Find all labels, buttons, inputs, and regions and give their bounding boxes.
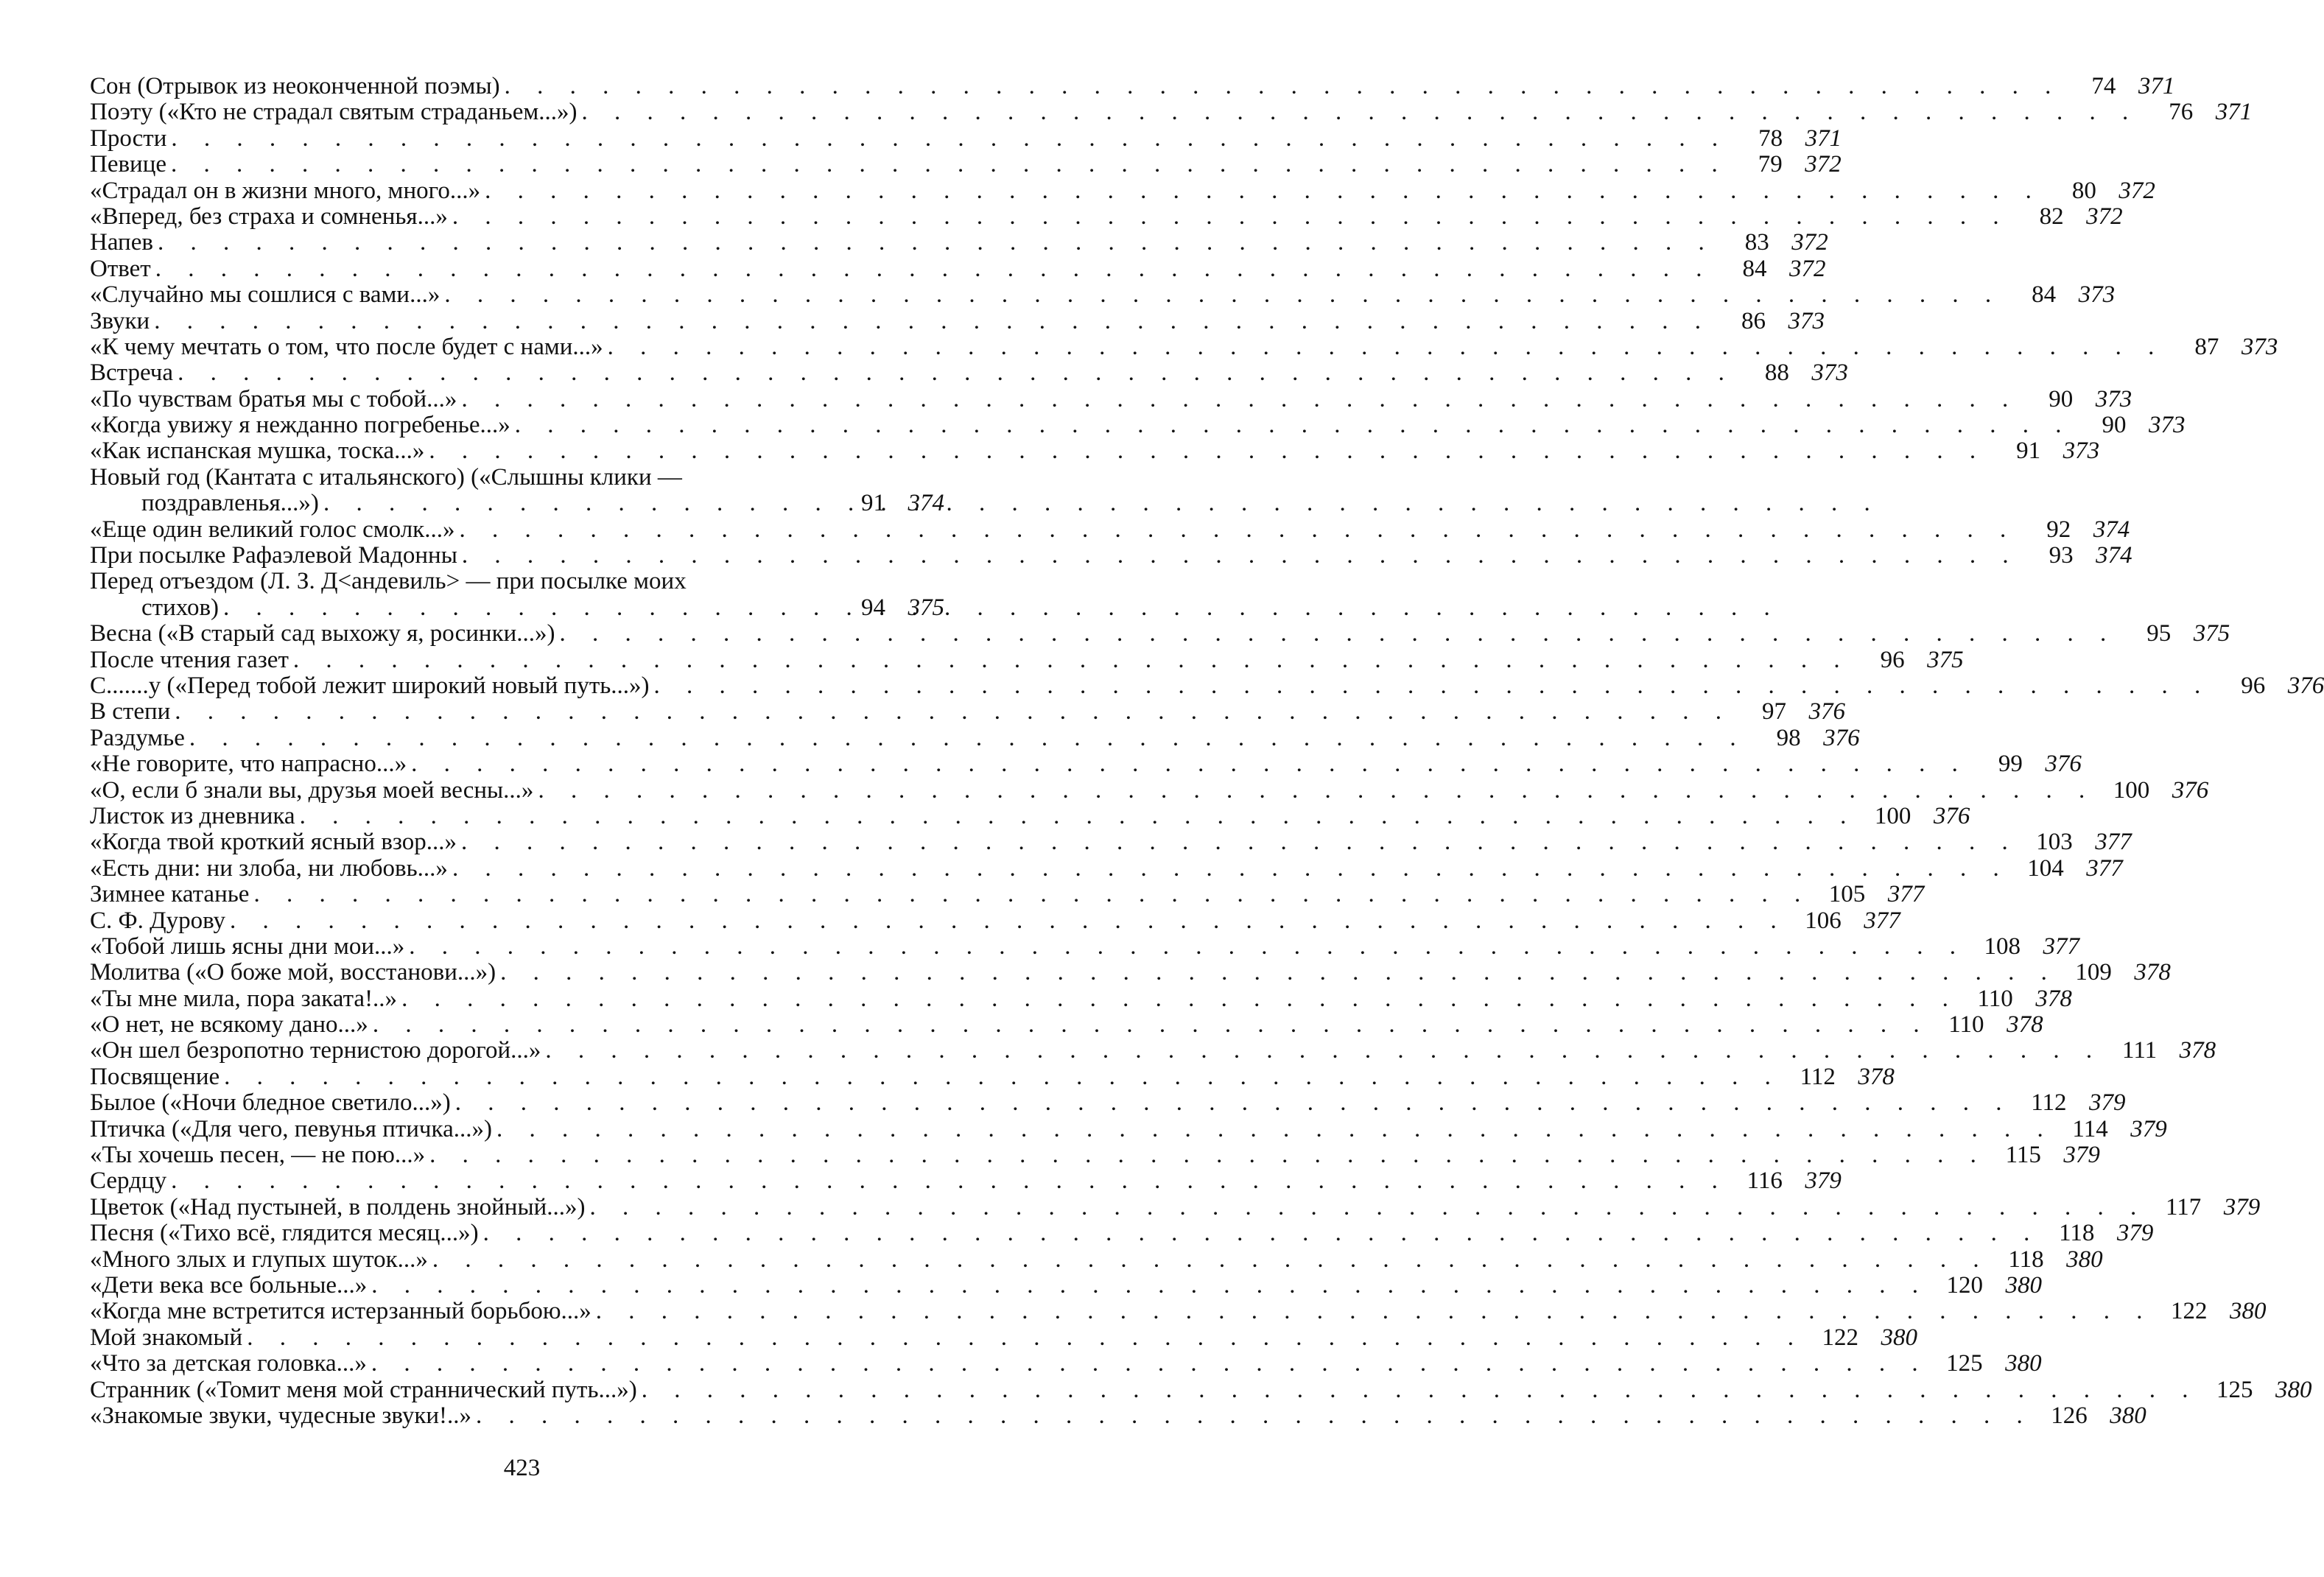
entry-page: 97 — [1762, 698, 1787, 726]
entry-page: 79 — [1758, 151, 1783, 178]
dot-leader — [166, 152, 1728, 178]
entry-page: 88 — [1764, 359, 1789, 387]
commentary-page: 376 — [1808, 698, 1846, 726]
entry-title: «По чувствам братья мы с тобой...» — [90, 385, 457, 412]
entry-page: 82 — [2039, 203, 2064, 230]
dot-leader — [220, 1064, 1781, 1090]
entry-title: В степи — [90, 698, 171, 726]
entry-page: 115 — [2005, 1142, 2041, 1169]
dot-leader — [541, 1038, 2102, 1064]
toc-entry — [90, 1402, 2146, 1429]
entry-title: Перед отъездом (Л. З. Д<андевиль> — при посылке моих — [90, 568, 687, 595]
toc-entry — [90, 1037, 2216, 1064]
entry-page: 91 — [2016, 438, 2041, 465]
entry-page: 104 — [2027, 854, 2064, 882]
entry-title: Прости — [90, 124, 167, 152]
dot-leader — [295, 804, 1857, 829]
commentary-page: 379 — [2116, 1220, 2154, 1247]
toc-entry — [90, 1376, 2312, 1403]
table-of-contents — [90, 73, 2324, 1429]
dot-leader — [637, 1377, 2199, 1403]
entry-page: 126 — [2051, 1402, 2088, 1429]
commentary-page: 375 — [1927, 646, 1964, 673]
toc-entry — [90, 412, 2186, 439]
entry-page: 86 — [1741, 307, 1766, 334]
toc-entry — [90, 1350, 2042, 1377]
entry-page: 96 — [1880, 646, 1905, 673]
commentary-page: 372 — [1805, 151, 1842, 178]
entry-page: 84 — [2032, 281, 2057, 309]
entry-title: «Что за детская головка...» — [90, 1350, 367, 1377]
commentary-page: 373 — [2241, 333, 2278, 360]
toc-entry — [90, 959, 2171, 986]
toc-entry — [90, 620, 2230, 647]
entry-title: «Есть дни: ни злоба, ни любовь...» — [90, 854, 448, 882]
entry-title: При посылке Рафаэлевой Мадонны — [90, 542, 457, 569]
entry-page: 98 — [1776, 724, 1801, 751]
commentary-page: 380 — [2275, 1376, 2312, 1403]
entry-page: 109 — [2075, 959, 2112, 986]
page-number: 423 — [503, 1455, 541, 1481]
commentary-page: 380 — [2066, 1246, 2103, 1273]
entry-title: С.......у («Перед тобой лежит широкий новый путь...») — [90, 672, 650, 700]
dot-leader — [448, 204, 2009, 230]
entry-title: «Еще один великий голос смолк...» — [90, 516, 455, 543]
entry-title: «Когда мне встретится истерзанный борьбою...» — [90, 1298, 591, 1325]
commentary-page: 376 — [2045, 751, 2082, 778]
entry-page: 83 — [1744, 229, 1769, 256]
commentary-page: 376 — [2287, 672, 2324, 700]
dot-leader — [151, 256, 1713, 282]
commentary-page: 376 — [2172, 776, 2209, 804]
entry-page: 110 — [1948, 1011, 1984, 1039]
dot-leader — [496, 960, 2057, 986]
dot-leader — [319, 491, 1881, 516]
commentary-page: 379 — [2088, 1089, 2126, 1117]
entry-title: «Тобой лишь ясны дни мои...» — [90, 932, 405, 960]
dot-leader — [170, 699, 1732, 725]
entry-title: «Страдал он в жизни много, много...» — [90, 177, 481, 204]
entry-page: 105 — [1828, 881, 1866, 908]
entry-title: «Дети века все больные...» — [90, 1272, 368, 1299]
entry-page: 84 — [1742, 255, 1767, 282]
commentary-page: 380 — [2005, 1350, 2042, 1377]
entry-title: Поэту («Кто не страдал святым страданьем...») — [90, 99, 578, 126]
commentary-page: 374 — [2096, 542, 2132, 569]
entry-title: Сердцу — [90, 1167, 167, 1195]
commentary-page: 372 — [1788, 255, 1826, 282]
commentary-page: 375 — [908, 594, 944, 621]
entry-page: 120 — [1946, 1272, 1984, 1299]
dot-leader — [454, 517, 2016, 543]
entry-title-continuation: стихов) — [141, 594, 220, 621]
dot-leader — [397, 986, 1959, 1012]
dot-leader — [289, 647, 1850, 673]
commentary-page: 373 — [2078, 281, 2116, 309]
commentary-page: 372 — [2086, 203, 2123, 230]
entry-page: 99 — [1998, 751, 2023, 778]
entry-page: 87 — [2194, 333, 2219, 360]
toc-entry — [90, 151, 1842, 178]
dot-leader — [533, 778, 2095, 804]
commentary-page: 380 — [2230, 1298, 2267, 1325]
entry-title: Зимнее катанье — [90, 881, 250, 908]
entry-title: С. Ф. Дурову — [90, 907, 226, 934]
dot-leader — [367, 1273, 1928, 1299]
entry-page: 96 — [2241, 672, 2266, 700]
dot-leader — [479, 1220, 2040, 1246]
dot-leader — [480, 178, 2042, 204]
entry-title: «Много злых и глупых шуток...» — [90, 1246, 428, 1273]
entry-title: Певице — [90, 151, 167, 178]
toc-entry — [90, 359, 1848, 387]
entry-title: Мой знакомый — [90, 1324, 243, 1351]
entry-page: 125 — [2216, 1376, 2253, 1403]
dot-leader — [500, 74, 2062, 99]
toc-entry — [90, 1272, 2043, 1299]
entry-page: 76 — [2169, 99, 2194, 126]
commentary-page: 379 — [2063, 1142, 2100, 1169]
commentary-page: 375 — [2193, 620, 2230, 647]
entry-page: 74 — [2091, 73, 2116, 99]
commentary-page: 380 — [2005, 1272, 2043, 1299]
entry-page: 118 — [2008, 1246, 2044, 1273]
entry-title: Весна («В старый сад выхожу я, росинки...») — [90, 620, 555, 647]
entry-title: Встреча — [90, 359, 174, 387]
commentary-page: 374 — [2093, 516, 2130, 543]
entry-page: 92 — [2046, 516, 2071, 543]
toc-entry — [90, 1246, 2103, 1273]
entry-page: 125 — [1946, 1350, 1983, 1377]
dot-leader — [577, 99, 2138, 125]
entry-title: Раздумье — [90, 724, 185, 751]
toc-entry — [90, 1167, 1842, 1195]
entry-title: Ответ — [90, 255, 151, 282]
entry-title: «Вперед, без страха и сомненья...» — [90, 203, 448, 230]
commentary-page: 378 — [2035, 985, 2072, 1012]
toc-entry — [90, 281, 2116, 309]
dot-leader — [242, 1325, 1804, 1351]
entry-title: «Не говорите, что напрасно...» — [90, 751, 407, 778]
entry-page: 78 — [1758, 124, 1783, 152]
dot-leader — [492, 1117, 2054, 1142]
dot-leader — [225, 908, 1787, 934]
toc-entry — [90, 124, 1842, 152]
dot-leader — [650, 673, 2211, 699]
entry-page: 110 — [1977, 985, 2013, 1012]
toc-entry — [90, 569, 944, 621]
toc-entry — [90, 802, 1970, 829]
dot-leader — [591, 1299, 2153, 1324]
commentary-page: 377 — [1887, 881, 1925, 908]
commentary-page: 379 — [2130, 1115, 2167, 1142]
dot-leader — [586, 1195, 2147, 1220]
entry-title: Напев — [90, 229, 153, 256]
toc-entry — [90, 646, 1964, 673]
dot-leader — [249, 882, 1811, 907]
dot-leader — [510, 412, 2072, 438]
dot-leader — [555, 621, 2117, 647]
dot-leader — [457, 543, 2019, 569]
entry-title: «Знакомые звуки, чудесные звуки!..» — [90, 1402, 472, 1429]
toc-entry — [90, 1011, 2043, 1039]
entry-title-continuation: поздравленья...») — [141, 490, 319, 517]
toc-entry — [90, 1220, 2154, 1247]
commentary-page: 373 — [2095, 385, 2132, 412]
entry-title: Листок из дневника — [90, 802, 295, 829]
toc-entry — [90, 333, 2278, 360]
dot-leader — [153, 230, 1715, 256]
toc-entry — [90, 932, 2080, 960]
commentary-page: 378 — [1858, 1063, 1895, 1090]
entry-page: 116 — [1746, 1167, 1783, 1195]
toc-entry — [90, 881, 1925, 908]
commentary-page: 378 — [2134, 959, 2171, 986]
dot-leader — [367, 1351, 1928, 1377]
entry-page: 100 — [1874, 802, 1911, 829]
toc-entry — [90, 1298, 2267, 1325]
entry-title: Странник («Томит меня мой страннический путь...») — [90, 1376, 637, 1403]
entry-title: «Ты хочешь песен, — не пою...» — [90, 1142, 426, 1169]
entry-title: Цветок («Над пустыней, в полдень знойный...») — [90, 1193, 586, 1220]
entry-title: «Когда твой кроткий ясный взор...» — [90, 829, 457, 856]
entry-title: Былое («Ночи бледное светило...») — [90, 1089, 451, 1117]
commentary-page: 379 — [1805, 1167, 1842, 1195]
dot-leader — [428, 1247, 1990, 1273]
toc-entry — [90, 516, 2130, 543]
commentary-page: 374 — [908, 490, 944, 517]
entry-page: 108 — [1984, 932, 2021, 960]
toc-entry — [90, 255, 1826, 282]
toc-entry — [90, 829, 2132, 856]
dot-leader — [173, 360, 1735, 386]
commentary-page: 378 — [2007, 1011, 2043, 1039]
commentary-page: 372 — [1791, 229, 1828, 256]
entry-page: 94 — [861, 594, 885, 621]
entry-page: 90 — [2049, 385, 2074, 412]
entry-page: 114 — [2072, 1115, 2108, 1142]
dot-leader — [440, 282, 2001, 308]
entry-page: 111 — [2122, 1037, 2158, 1064]
toc-entry — [90, 751, 2082, 778]
commentary-page: 373 — [2148, 412, 2186, 439]
entry-page: 95 — [2146, 620, 2172, 647]
dot-leader — [457, 387, 2018, 412]
toc-entry — [90, 776, 2209, 804]
toc-entry — [90, 907, 1900, 934]
dot-leader — [404, 934, 1966, 960]
toc-entry — [90, 177, 2155, 204]
toc-entry — [90, 672, 2324, 700]
toc-entry — [90, 385, 2132, 412]
dot-leader — [448, 856, 2009, 882]
commentary-page: 373 — [1811, 359, 1848, 387]
commentary-page: 377 — [2086, 854, 2123, 882]
dot-leader — [166, 1168, 1728, 1194]
dot-leader — [424, 438, 1986, 464]
toc-entry — [90, 1089, 2126, 1117]
dot-leader — [185, 726, 1746, 751]
dot-leader — [451, 1090, 2012, 1116]
toc-entry — [90, 99, 2253, 126]
entry-title: Песня («Тихо всё, глядится месяц...») — [90, 1220, 479, 1247]
toc-entry — [90, 465, 944, 517]
commentary-page: 377 — [1864, 907, 1900, 934]
entry-title: «Случайно мы сошлися с вами...» — [90, 281, 440, 309]
commentary-page: 372 — [2118, 177, 2155, 204]
toc-entry — [90, 698, 1846, 726]
entry-title: «Как испанская мушка, тоска...» — [90, 438, 425, 465]
entry-page: 91 — [861, 490, 885, 517]
dot-leader — [407, 751, 1968, 777]
entry-title: После чтения газет — [90, 646, 289, 673]
commentary-page: 376 — [1823, 724, 1860, 751]
toc-entry — [90, 307, 1825, 334]
commentary-page: 379 — [2223, 1193, 2261, 1220]
dot-leader — [457, 829, 2018, 855]
dot-leader — [219, 595, 1780, 621]
commentary-page: 371 — [2138, 73, 2175, 99]
commentary-page: 377 — [2095, 829, 2132, 856]
entry-title: «Когда увижу я нежданно погребенье...» — [90, 412, 510, 439]
toc-entry — [90, 203, 2123, 230]
entry-page: 112 — [2031, 1089, 2067, 1117]
commentary-page: 380 — [2110, 1402, 2146, 1429]
toc-entry — [90, 985, 2072, 1012]
toc-entry — [90, 1063, 1895, 1090]
entry-page: 106 — [1805, 907, 1842, 934]
entry-page: 80 — [2071, 177, 2096, 204]
entry-page: 122 — [2171, 1298, 2208, 1325]
entry-page: 117 — [2166, 1193, 2202, 1220]
commentary-page: 373 — [1788, 307, 1825, 334]
dot-leader — [150, 309, 1711, 334]
toc-entry — [90, 1193, 2261, 1220]
commentary-page: 377 — [2043, 932, 2080, 960]
entry-page: 103 — [2036, 829, 2073, 856]
entry-title: «О нет, не всякому дано...» — [90, 1011, 368, 1039]
dot-leader — [603, 334, 2165, 360]
entry-title: Молитва («О боже мой, восстанови...») — [90, 959, 496, 986]
entry-title: Сон (Отрывок из неоконченной поэмы) — [90, 73, 500, 99]
dot-leader — [471, 1403, 2033, 1429]
entry-title: «Он шел безропотно тернистою дорогой...» — [90, 1037, 541, 1064]
entry-title: «Ты мне мила, пора заката!..» — [90, 985, 398, 1012]
entry-title: Новый год (Кантата с итальянского) («Слышны клики — — [90, 463, 682, 491]
toc-entry — [90, 724, 1860, 751]
entry-title: «О, если б знали вы, друзья моей весны...» — [90, 776, 534, 804]
commentary-page: 376 — [1933, 802, 1970, 829]
commentary-page: 378 — [2179, 1037, 2216, 1064]
toc-entry — [90, 229, 1828, 256]
entry-page: 118 — [2059, 1220, 2095, 1247]
entry-page: 90 — [2102, 412, 2127, 439]
toc-entry — [90, 1324, 1917, 1351]
toc-entry — [90, 438, 2100, 465]
toc-entry — [90, 1115, 2167, 1142]
entry-page: 122 — [1822, 1324, 1858, 1351]
toc-entry — [90, 73, 2175, 99]
commentary-page: 371 — [2215, 99, 2253, 126]
toc-entry — [90, 854, 2123, 882]
entry-page: 100 — [2113, 776, 2150, 804]
entry-page: 112 — [1800, 1063, 1836, 1090]
entry-page: 93 — [2049, 542, 2074, 569]
entry-title: Птичка («Для чего, певунья птичка...») — [90, 1115, 492, 1142]
commentary-page: 371 — [1805, 124, 1842, 152]
dot-leader — [368, 1012, 1930, 1038]
entry-title: «К чему мечтать о том, что после будет с нами...» — [90, 333, 603, 360]
dot-leader — [425, 1142, 1987, 1168]
toc-entry — [90, 542, 2132, 569]
commentary-page: 380 — [1881, 1324, 1917, 1351]
entry-title: Звуки — [90, 307, 150, 334]
commentary-page: 373 — [2063, 438, 2100, 465]
entry-title: Посвящение — [90, 1063, 220, 1090]
toc-entry — [90, 1142, 2100, 1169]
dot-leader — [166, 126, 1728, 152]
